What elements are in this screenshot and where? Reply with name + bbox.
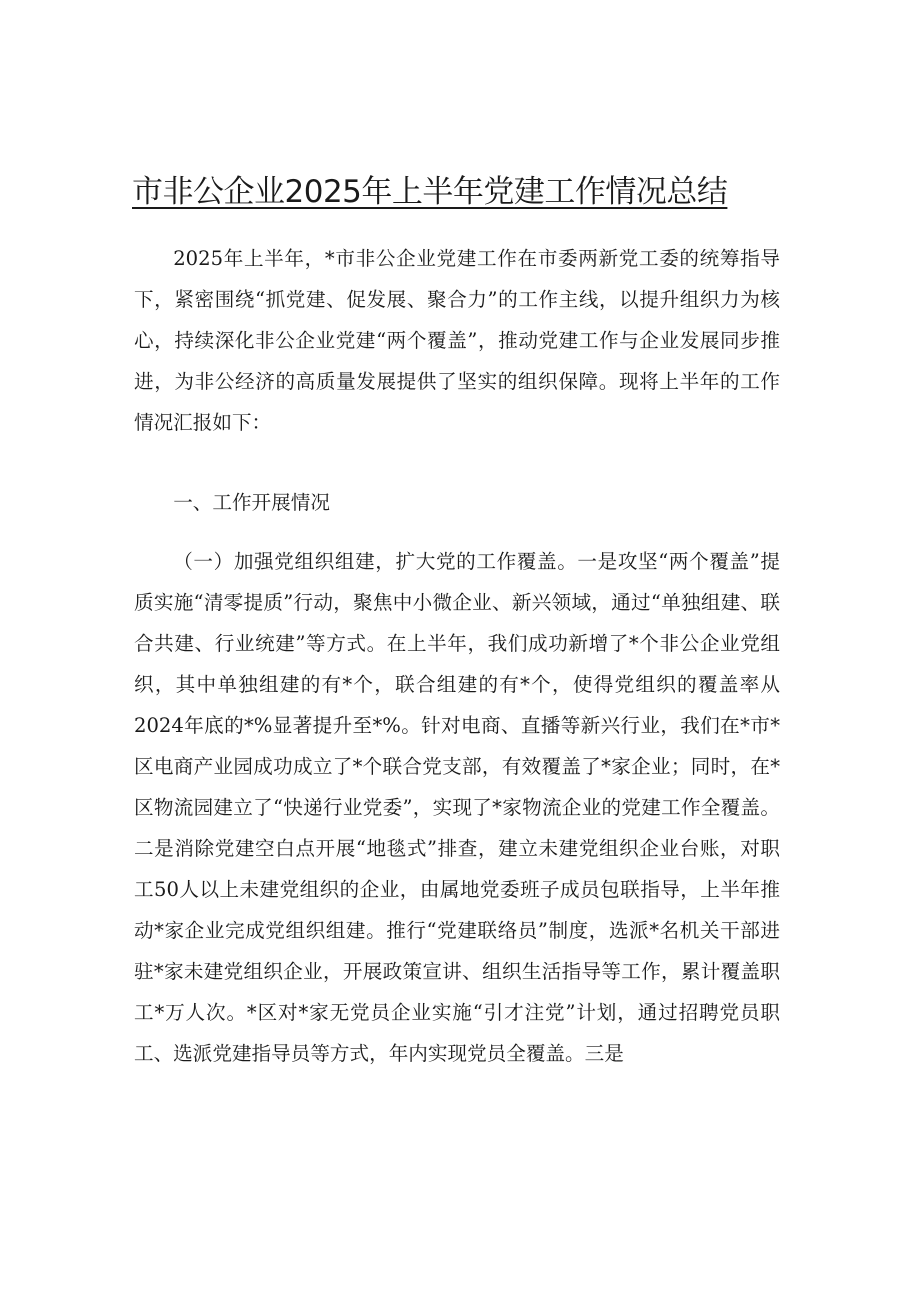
section-1-paragraph: （一）加强党组织组建，扩大党的工作覆盖。一是攻坚“两个覆盖”提质实施“清零提质”行动，聚焦中小微企业、新兴领域，通过“单独组建、联合共建、行业统建”等方式。在上半年，我们成功新增了*个非公企业党组织，其中单独组建的有*个，联合组建的有*个，使得党组织的覆盖率从2024年底的*%显著提升至*%。针对电商、直播等新兴行业，我们在*市*区电商产业园成功成立了*个联合党支部，有效覆盖了*家企业；同时，在*区物流园建立了“快递行业党委”，实现了*家物流企业的党建工作全覆盖。二是消除党建空白点开展“地毯式”排查，建立未建党组织企业台账，对职工50人以上未建党组织的企业，由属地党委班子成员包联指导，上半年推动*家企业完成党组织组建。推行“党建联络员”制度，选派*名机关干部进驻*家未建党组织企业，开展政策宣讲、组织生活指导等工作，累计覆盖职工*万人次。*区对*家无党员企业实施“引才注党”计划，通过招聘党员职工、选派党建指导员等方式，年内实现党员全覆盖。三是: [134, 550, 780, 1065]
section-heading: 一、工作开展情况: [173, 491, 330, 514]
document-title: 市非公企业2025年上半年党建工作情况总结: [132, 174, 728, 210]
intro-paragraph: 2025年上半年，*市非公企业党建工作在市委两新党工委的统筹指导下，紧密围绕“抓党建、促发展、聚合力”的工作主线，以提升组织力为核心，持续深化非公企业党建“两个覆盖”，推动党建工作与企业发展同步推进，为非公经济的高质量发展提供了坚实的组织保障。现将上半年的工作情况汇报如下：: [134, 247, 780, 434]
